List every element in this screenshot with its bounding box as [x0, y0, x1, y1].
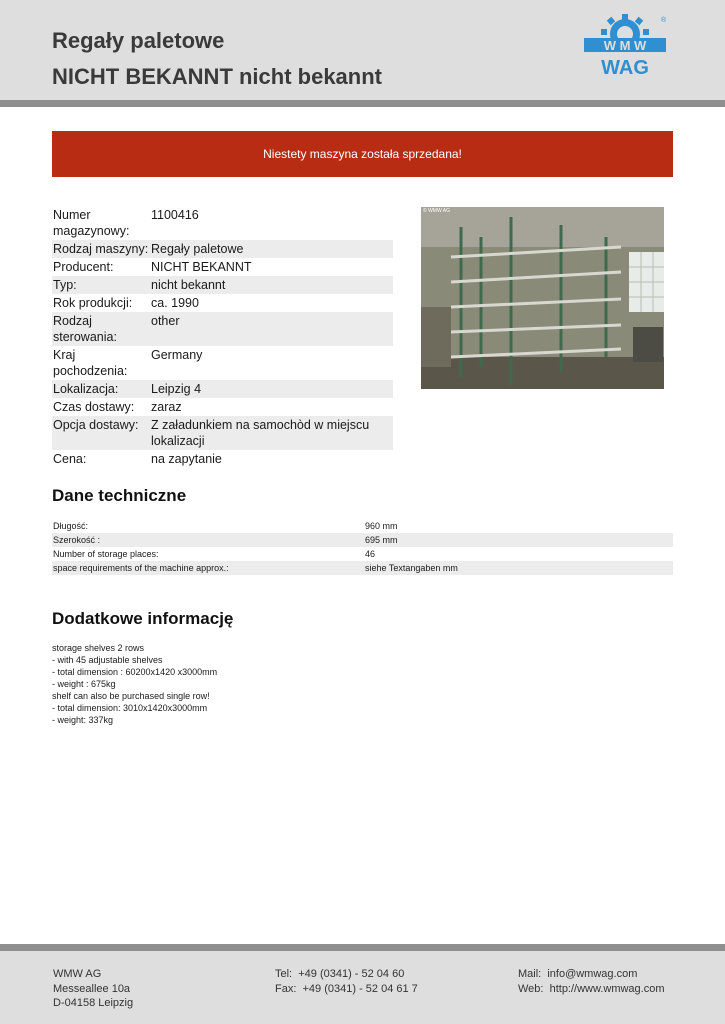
spec-label: Lokalizacja:: [52, 380, 150, 398]
additional-info-heading: Dodatkowe informację: [52, 609, 234, 628]
tech-value: 695 mm: [364, 533, 673, 547]
wmw-ag-logo: [584, 12, 666, 86]
spec-label: Opcja dostawy:: [52, 416, 150, 450]
info-line: storage shelves 2 rows: [52, 643, 145, 653]
tech-value: 46: [365, 549, 376, 559]
spec-row: [52, 276, 393, 294]
svg-text:WAG: WAG: [601, 57, 649, 79]
svg-text:®: ®: [661, 17, 666, 24]
tech-label: space requirements of the machine approx.:: [52, 561, 364, 575]
spec-value: na zapytanie: [151, 452, 222, 466]
spec-value: Z załadunkiem na samochòd w miejscu lokalizacji: [150, 416, 393, 450]
website-link[interactable]: Web: http://www.wmwag.com: [518, 982, 665, 995]
spec-row: [52, 450, 393, 468]
fax-number: Fax: +49 (0341) - 52 04 61 7: [275, 982, 418, 995]
spec-value: NICHT BEKANNT: [151, 260, 252, 274]
spec-row: [52, 398, 393, 416]
tech-row: [52, 533, 673, 547]
spec-value: Regały paletowe: [150, 240, 393, 258]
sold-banner: Niestety maszyna została sprzedana!: [52, 131, 673, 177]
info-line: - with 45 adjustable shelves: [52, 655, 163, 665]
spec-label: Rodzaj sterowania:: [52, 312, 150, 346]
spec-label: Rok produkcji:: [53, 296, 133, 310]
spec-value: Leipzig 4: [150, 380, 393, 398]
tech-data-table: [52, 519, 673, 575]
spec-label: Kraj pochodzenia:: [53, 348, 128, 378]
footer-address: [53, 967, 133, 1011]
tech-row: [52, 547, 673, 561]
spec-row: [52, 240, 393, 258]
header-divider: [0, 100, 725, 107]
spec-value: other: [150, 312, 393, 346]
footer-phone: [275, 967, 418, 996]
tech-label: Szerokość :: [52, 533, 364, 547]
spec-label: Typ:: [52, 276, 150, 294]
additional-info-text: [52, 642, 217, 726]
city: D-04158 Leipzig: [53, 997, 134, 1009]
spec-row: [52, 416, 393, 450]
tech-value: 960 mm: [365, 521, 398, 531]
spec-value: Germany: [151, 348, 203, 362]
spec-row: [52, 258, 393, 276]
photo-credit: © WMW AG: [423, 208, 451, 214]
spec-value: ca. 1990: [151, 296, 199, 310]
page-subtitle: NICHT BEKANNT nicht bekannt: [52, 64, 382, 89]
spec-row: [52, 312, 393, 346]
footer-divider: [0, 944, 725, 951]
spec-value: nicht bekannt: [150, 276, 393, 294]
spec-row: [52, 380, 393, 398]
page-footer: [0, 951, 725, 1024]
spec-row: [52, 294, 393, 312]
email-link[interactable]: Mail: info@wmwag.com: [518, 968, 638, 980]
spec-value: zaraz: [151, 400, 182, 414]
spec-label: Czas dostawy:: [53, 400, 135, 414]
footer-contact: [518, 967, 665, 996]
tech-label: Długość:: [53, 521, 89, 531]
spec-value: 1100416: [151, 208, 199, 222]
tech-data-heading: Dane techniczne: [52, 486, 187, 505]
spec-label: Rodzaj maszyny:: [53, 242, 149, 256]
tech-value: siehe Textangaben mm: [364, 561, 673, 575]
spec-label: Producent:: [53, 260, 114, 274]
tech-row: [52, 561, 673, 575]
spec-row: [52, 346, 393, 380]
tech-row: [52, 519, 673, 533]
tech-label: Number of storage places:: [53, 549, 159, 559]
machine-photo: [421, 207, 664, 389]
spec-label: Cena:: [53, 452, 87, 466]
phone-number: Tel: +49 (0341) - 52 04 60: [275, 968, 405, 980]
page-header: [0, 0, 725, 100]
spec-label: Numer magazynowy:: [53, 208, 130, 238]
info-line: - total dimension: 3010x1420x3000mm: [52, 703, 208, 713]
company-name: WMW AG: [53, 968, 102, 980]
info-line: - weight: 337kg: [52, 715, 114, 725]
svg-text:W M W: W M W: [603, 38, 647, 53]
info-line: - total dimension : 60200x1420 x3000mm: [52, 667, 218, 677]
street: Messeallee 10a: [53, 982, 131, 995]
page-title: Regały paletowe: [52, 28, 225, 53]
machine-spec-table: [52, 206, 393, 468]
spec-row: [52, 206, 393, 240]
info-line: - weight : 675kg: [52, 679, 116, 689]
info-line: shelf can also be purchased single row!: [52, 691, 210, 701]
shelving-photo-illustration: [421, 207, 664, 389]
